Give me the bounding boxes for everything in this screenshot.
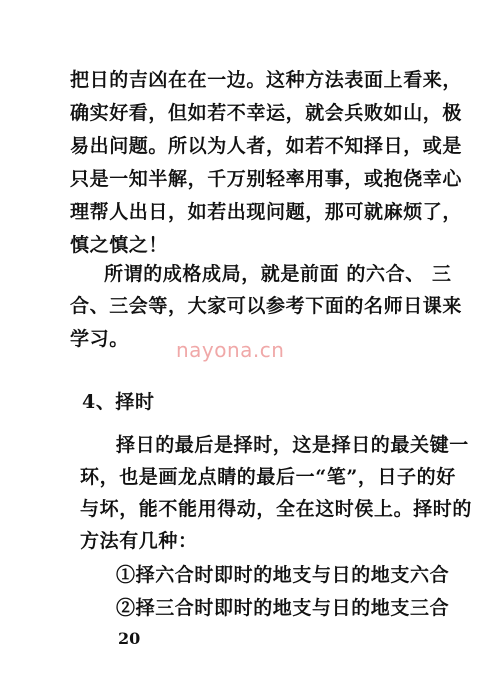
page-number: 20 (118, 629, 141, 648)
text-line-8: 合、三会等，大家可以参考下面的名师日课来 (70, 295, 463, 317)
text-line-12: 环，也是画龙点睛的最后一“笔”，日子的好 (80, 466, 456, 488)
text-line-1: 把日的吉凶在在一边。这种方法表面上看来， (70, 69, 463, 91)
text-line-5: 理帮人出日，如若出现问题，那可就麻烦了， (70, 201, 463, 223)
text-line-14: 方法有几种： (80, 530, 198, 552)
section-heading: 4、择时 (82, 391, 155, 413)
text-line-6: 慎之慎之！ (70, 234, 169, 256)
text-line-13: 与坏，能不能用得动，全在这时侯上。择时的 (80, 498, 473, 520)
watermark: nayona.cn (176, 338, 285, 362)
text-line-9: 学习。 (70, 328, 129, 350)
list-item-1: ①择六合时即时的地支与日的地支六合 (116, 564, 450, 586)
text-line-4: 只是一知半解，千万别轻率用事，或抱侥幸心 (70, 168, 463, 190)
text-line-7: 所谓的成格成局，就是前面 的六合、 三 (104, 263, 452, 285)
text-line-3: 易出问题。所以为人者，如若不知择日，或是 (70, 135, 463, 157)
text-line-11: 择日的最后是择时，这是择日的最关键一 (116, 434, 469, 456)
text-line-2: 确实好看，但如若不幸运，就会兵败如山，极 (70, 102, 463, 124)
list-item-2: ②择三合时即时的地支与日的地支三合 (116, 597, 450, 619)
